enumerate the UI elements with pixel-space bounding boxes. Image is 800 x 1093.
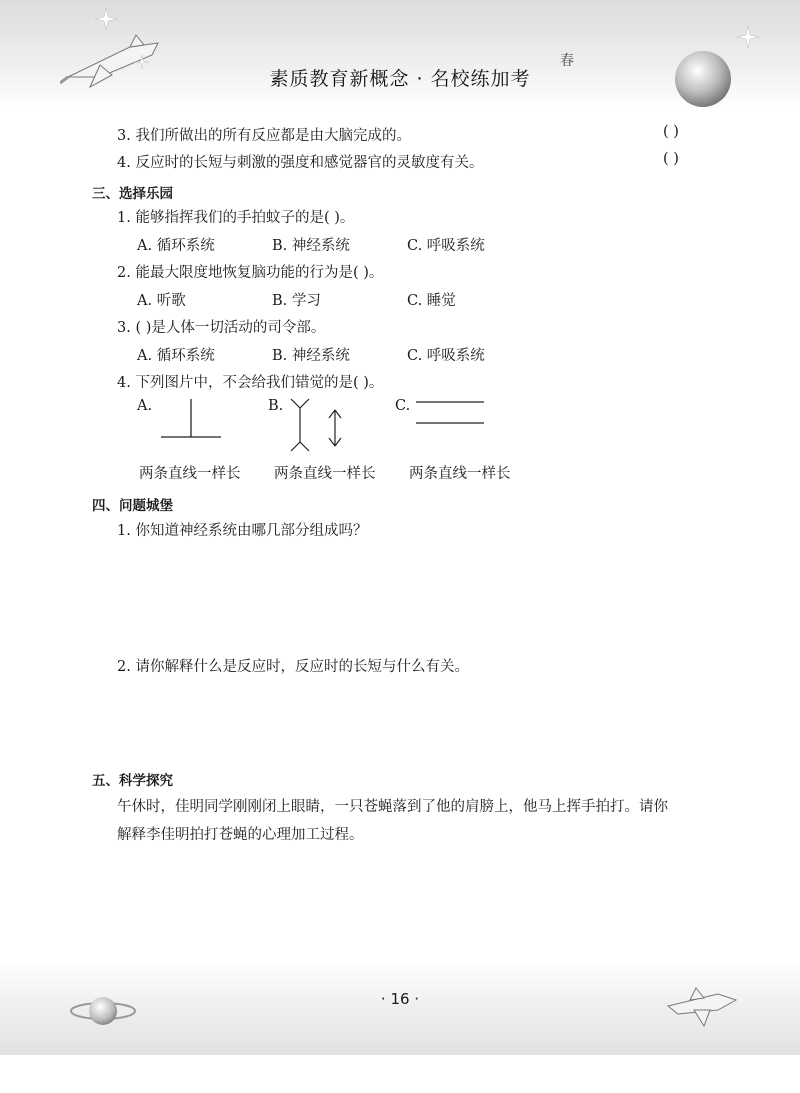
option-b: B. 神经系统	[272, 238, 350, 254]
question-4: 4. 下列图片中，不会给我们错觉的是( )。	[117, 375, 384, 391]
judge-item-3: 3. 我们所做出的所有反应都是由大脑完成的。	[117, 128, 411, 144]
illusion-figure-b	[285, 396, 355, 456]
option-a: A. 循环系统	[137, 238, 215, 254]
space-shuttle-icon	[664, 984, 740, 1030]
question-2: 2. 请你解释什么是反应时，反应时的长短与什么有关。	[117, 659, 469, 675]
page-title: 素质教育新概念 · 名校练加考	[269, 68, 531, 90]
section-heading: 五、科学探究	[92, 773, 173, 789]
star-icon	[95, 8, 117, 30]
option-a: A.	[137, 398, 153, 414]
option-b: B. 神经系统	[272, 348, 350, 364]
question-3: 3. ( )是人体一切活动的司令部。	[117, 320, 326, 336]
option-b: B.	[268, 398, 284, 414]
option-b: B. 学习	[272, 293, 321, 309]
answer-blank: ( )	[663, 151, 679, 167]
section-heading: 三、选择乐园	[92, 186, 173, 202]
illusion-figure-a	[158, 396, 224, 442]
ringed-planet-icon	[68, 990, 138, 1030]
option-c: C. 呼吸系统	[407, 238, 485, 254]
question-1: 1. 能够指挥我们的手拍蚊子的是( )。	[117, 210, 355, 226]
option-c: C.	[395, 398, 411, 414]
passage-line: 午休时，佳明同学刚刚闭上眼睛，一只苍蝇落到了他的肩膀上，他马上挥手拍打。请你	[117, 799, 668, 815]
judge-item-4: 4. 反应时的长短与刺激的强度和感觉器官的灵敏度有关。	[117, 155, 484, 171]
illusion-figure-c	[412, 396, 488, 430]
answer-blank: ( )	[663, 124, 679, 140]
season-label: 春	[560, 53, 574, 69]
option-a: A. 听歌	[137, 293, 186, 309]
star-icon	[737, 26, 759, 48]
figure-caption: 两条直线一样长	[409, 466, 511, 482]
option-c: C. 呼吸系统	[407, 348, 485, 364]
question-2: 2. 能最大限度地恢复脑功能的行为是( )。	[117, 265, 384, 281]
figure-caption: 两条直线一样长	[139, 466, 241, 482]
option-c: C. 睡觉	[407, 293, 456, 309]
question-1: 1. 你知道神经系统由哪几部分组成吗？	[117, 523, 368, 539]
figure-caption: 两条直线一样长	[274, 466, 376, 482]
page-number: · 16 ·	[380, 990, 420, 1008]
passage-line: 解释李佳明拍打苍蝇的心理加工过程。	[117, 827, 364, 843]
section-heading: 四、问题城堡	[92, 498, 173, 514]
option-a: A. 循环系统	[137, 348, 215, 364]
